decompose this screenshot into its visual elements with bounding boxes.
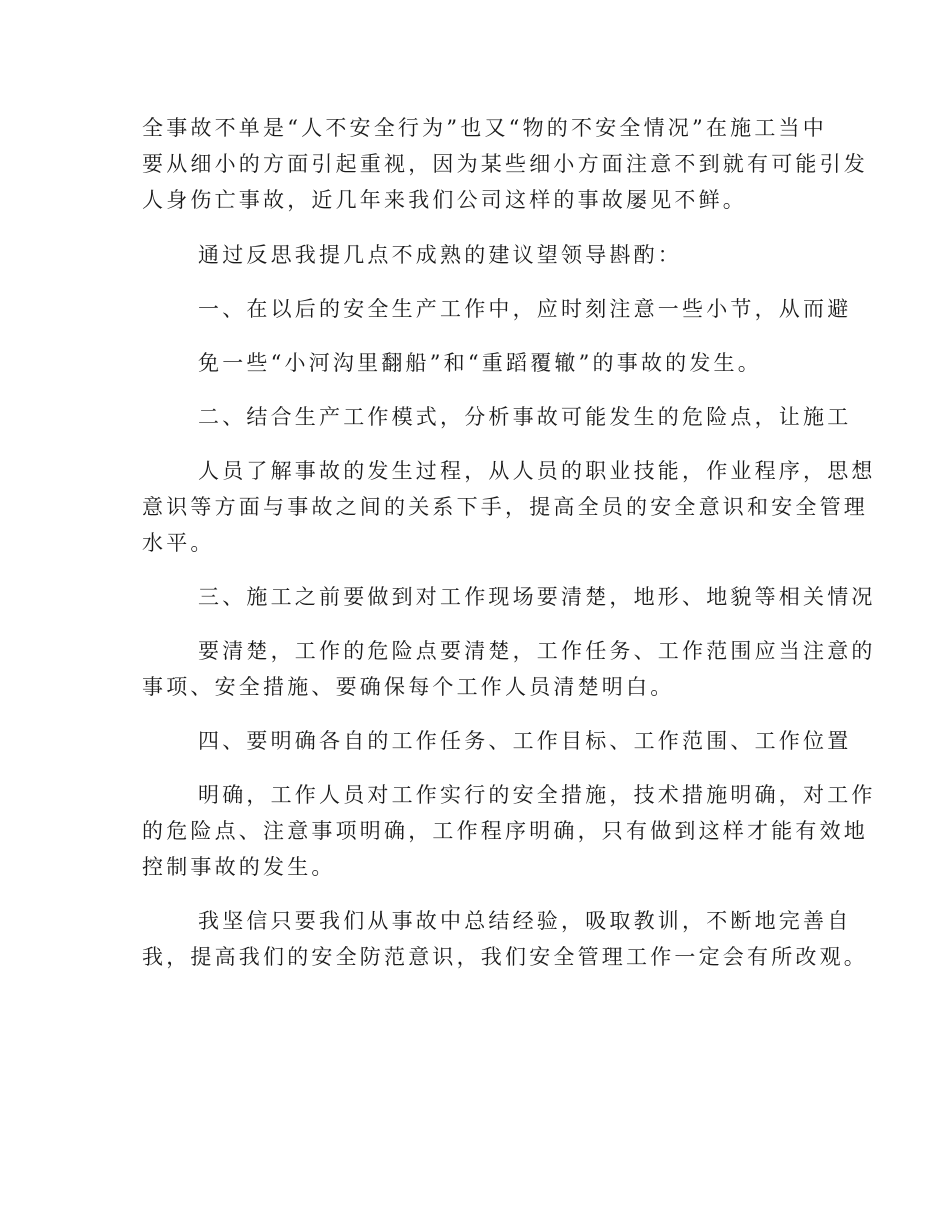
suggestion-1-line-2: 免一些“小河沟里翻船”和“重蹈覆辙”的事故的发生。 [198, 351, 762, 375]
suggestion-4-line-1: 四、要明确各自的工作任务、工作目标、工作范围、工作位置 [198, 729, 852, 753]
suggestion-1-line-1: 一、在以后的安全生产工作中，应时刻注意一些小节，从而避 [198, 297, 852, 321]
conclusion-line-2: 我，提高我们的安全防范意识，我们安全管理工作一定会有所改观。 [142, 945, 868, 969]
suggestion-4-line-3: 的危险点、注意事项明确，工作程序明确，只有做到这样才能有效地 [142, 819, 868, 843]
suggestion-3-line-2: 要清楚，工作的危险点要清楚，工作任务、工作范围应当注意的 [198, 639, 876, 663]
suggestion-2-line-1: 二、结合生产工作模式，分析事故可能发生的危险点，让施工 [198, 405, 852, 429]
suggestion-4-line-4: 控制事故的发生。 [142, 855, 336, 879]
suggestion-2-line-3: 意识等方面与事故之间的关系下手，提高全员的安全意识和安全管理 [142, 495, 868, 519]
suggestion-intro: 通过反思我提几点不成熟的建议望领导斟酌： [198, 243, 682, 267]
paragraph-line-3: 人身伤亡事故，近几年来我们公司这样的事故屡见不鲜。 [142, 188, 747, 212]
suggestion-4-line-2: 明确，工作人员对工作实行的安全措施，技术措施明确，对工作 [198, 783, 876, 807]
suggestion-3-line-1: 三、施工之前要做到对工作现场要清楚，地形、地貌等相关情况 [198, 585, 876, 609]
suggestion-2-line-4: 水平。 [142, 531, 215, 555]
conclusion-line-1: 我坚信只要我们从事故中总结经验，吸取教训，不断地完善自 [198, 909, 852, 933]
suggestion-2-line-2: 人员了解事故的发生过程，从人员的职业技能，作业程序，思想 [198, 459, 876, 483]
suggestion-3-line-3: 事项、安全措施、要确保每个工作人员清楚明白。 [142, 675, 675, 699]
paragraph-line-2: 要从细小的方面引起重视，因为某些细小方面注意不到就有可能引发 [142, 152, 868, 176]
paragraph-line-1: 全事故不单是“人不安全行为”也又“物的不安全情况”在施工当中 [142, 116, 827, 140]
